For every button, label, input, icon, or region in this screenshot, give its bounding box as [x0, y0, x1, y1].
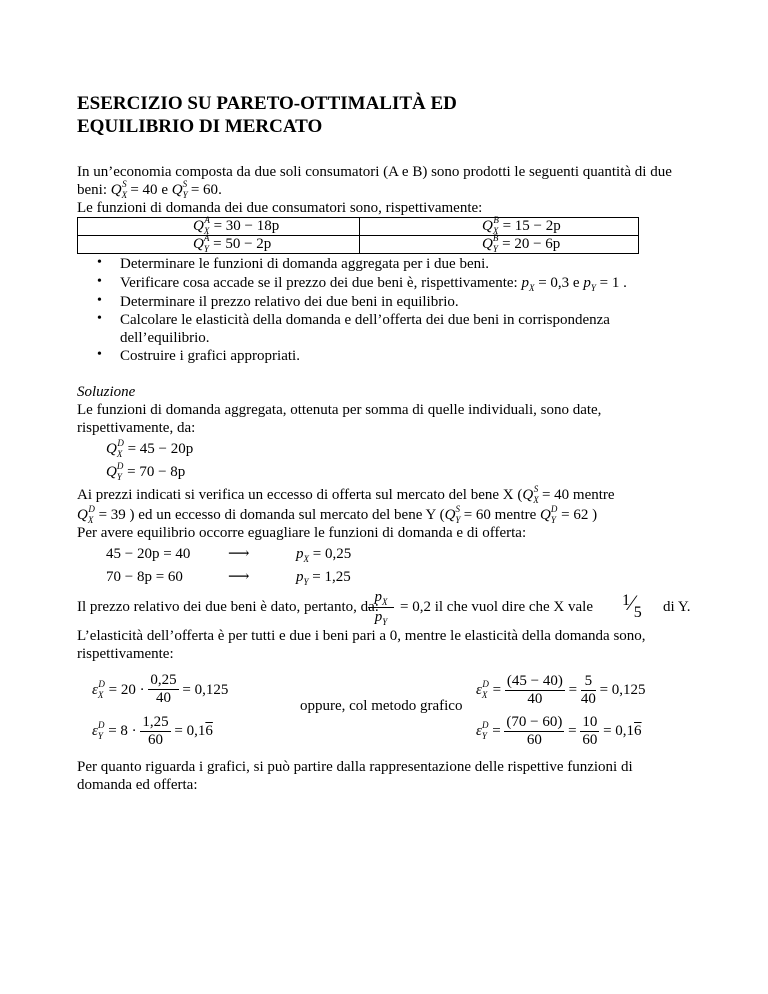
ey-left-pre: = 8 ·: [108, 722, 137, 739]
table-cell: [360, 233, 639, 254]
aggregate-demand-x: [106, 440, 193, 459]
sup-s: S: [533, 484, 539, 494]
qya-function: = 50 − 2p: [213, 236, 272, 252]
equals-sign: =: [568, 681, 578, 698]
sub-y: Y: [303, 577, 309, 587]
sym-q: Q: [444, 507, 456, 523]
elasticity-x-formula: [92, 673, 228, 708]
sup-s: S: [182, 179, 188, 189]
fraction-numerator: (70 − 60): [506, 714, 563, 730]
sym-q: Q: [77, 507, 88, 523]
solution-para-1-line-2: rispettivamente, da:: [77, 420, 196, 436]
sym-q: Q: [106, 464, 117, 480]
fraction-numerator: 0,25: [150, 672, 177, 688]
px-equilibrium: = 0,25: [312, 546, 352, 562]
ex-right-result: = 0,125: [599, 681, 646, 698]
ex-left-pre: = 20 ·: [108, 681, 145, 698]
ey-left-fraction: [140, 714, 170, 749]
sub-x: X: [382, 597, 388, 607]
bullet-item-5: Costruire i grafici appropriati.: [120, 348, 300, 364]
sub-y: Y: [550, 515, 556, 525]
solution-para-3: Per avere equilibrio occorre eguagliare le funzioni di domanda e di offerta:: [77, 525, 527, 541]
qxb-function: = 15 − 2p: [502, 218, 561, 234]
sub-x: X: [533, 495, 539, 505]
sym-q: Q: [171, 182, 183, 198]
ey-left-result: = 0,1: [174, 722, 206, 739]
fraction-denominator: 60: [582, 732, 598, 748]
ey-right-fraction-1: [504, 714, 564, 749]
ey-right-fraction-2: [580, 714, 599, 749]
sub-x: X: [116, 449, 123, 459]
sub-y: Y: [492, 244, 498, 254]
intro-line-3: Le funzioni di domanda dei due consumatori sono, rispettivamente:: [77, 200, 483, 216]
table-cell: [78, 233, 360, 254]
equals-sign: =: [568, 722, 577, 739]
ex-right-fraction-2: [581, 673, 596, 708]
sym-q: Q: [110, 182, 122, 198]
qsx-value: = 40: [130, 182, 158, 198]
ey-right-result: = 0,1: [603, 722, 635, 739]
fraction-numerator: 5: [581, 673, 596, 691]
table-cell: [78, 215, 360, 236]
fraction-denominator: 60: [148, 732, 164, 748]
sym-q: Q: [522, 487, 534, 503]
sym-epsilon: ε: [476, 722, 482, 739]
qsy-while: = 60 mentre: [463, 507, 537, 523]
equilibrium-eq-x-right: [296, 545, 351, 564]
sup-d: D: [117, 438, 124, 448]
qdy-function: = 70 − 8p: [127, 464, 186, 480]
sup-d: D: [98, 678, 105, 689]
title-line-1: ESERCIZIO SU PARETO-OTTIMALITÀ ED: [77, 93, 457, 114]
demand-table: [77, 217, 639, 254]
equals-sign: =: [492, 722, 501, 739]
sub-y: Y: [97, 730, 103, 741]
qsy-value: = 60: [190, 182, 219, 198]
sub-x: X: [97, 689, 104, 700]
fraction-numerator: 10: [582, 714, 598, 730]
qsx-while: = 40 mentre: [541, 487, 615, 503]
solution-para-2-line-1: [77, 486, 615, 505]
bullet-item-3: Determinare il prezzo relativo dei due beni in equilibrio.: [120, 294, 459, 310]
equals-sign: =: [492, 681, 502, 698]
excess-demand-text: = 39 ) ed un eccesso di domanda sul mercato del bene Y (: [98, 507, 445, 523]
sym-p: p: [296, 569, 304, 585]
sym-q: Q: [482, 236, 493, 252]
bullet-icon: •: [97, 293, 102, 308]
relative-price-text: Il prezzo relativo dei due beni è dato, pertanto, da:: [77, 599, 379, 615]
sym-p: p: [521, 275, 529, 291]
bullet-item-1: Determinare le funzioni di domanda aggregata per i due beni.: [120, 256, 490, 272]
sup-s: S: [455, 504, 460, 514]
fraction-denominator: 60: [526, 732, 542, 748]
relative-price-result: = 0,2 il che vuol dire che X vale: [400, 599, 593, 615]
intro-beni-label: beni:: [77, 182, 107, 198]
solution-para-2-line-2: [77, 506, 597, 525]
sym-q: Q: [193, 236, 204, 252]
sym-epsilon: ε: [92, 722, 98, 739]
relative-price-suffix: di Y.: [663, 599, 691, 615]
qyb-function: = 20 − 6p: [502, 236, 561, 252]
fraction-numerator: 1,25: [142, 714, 169, 730]
bullet-icon: •: [97, 347, 102, 362]
sym-p: p: [583, 275, 591, 291]
py-equilibrium: = 1,25: [312, 569, 351, 585]
oppure-text: oppure, col metodo grafico: [300, 698, 463, 714]
ex-left-result: = 0,125: [182, 681, 229, 698]
sub-y: Y: [455, 515, 461, 525]
sub-x: X: [492, 226, 499, 236]
fraction-denominator: 40: [527, 691, 543, 707]
arrow-icon: ⟶: [228, 569, 250, 585]
sub-y: Y: [116, 472, 122, 482]
sup-d: D: [550, 504, 558, 514]
solution-para-1-line-1: Le funzioni di domanda aggregata, ottenuta per somma di quelle individuali, sono date,: [77, 402, 602, 418]
bullet-item-2: [120, 274, 627, 293]
sup-s: S: [122, 179, 127, 189]
equilibrium-eq-y-right: [296, 568, 351, 587]
sym-p: p: [296, 546, 304, 562]
repeating-digit: 6: [205, 722, 213, 739]
elasticity-line-2: rispettivamente:: [77, 646, 174, 662]
ending-line-1: Per quanto riguarda i grafici, si può partire dalla rappresentazione delle rispettive funzioni di: [77, 759, 633, 775]
sup-d: D: [481, 719, 489, 730]
aggregate-demand-y: [106, 463, 185, 482]
elasticity-y-graphic: [476, 714, 642, 749]
qxa-function: = 30 − 18p: [213, 218, 280, 234]
sub-x: X: [203, 226, 210, 236]
sup-b: B: [493, 215, 499, 225]
intro-line-1: In un’economia composta da due soli consumatori (A e B) sono prodotti le seguenti quantità di due: [77, 164, 672, 180]
excess-supply-text: Ai prezzi indicati si verifica un eccesso di offerta sul mercato del bene X (: [77, 487, 523, 503]
sub-x: X: [121, 190, 128, 200]
sup-a: A: [204, 215, 210, 225]
py-value: = 1 .: [599, 275, 627, 291]
bullet-item-4-cont: dell’equilibrio.: [120, 330, 210, 346]
sym-q: Q: [482, 218, 493, 234]
sub-x: X: [528, 283, 535, 293]
sup-d: D: [482, 678, 489, 689]
sym-p: p: [374, 589, 382, 605]
sym-p: p: [374, 609, 383, 625]
bullet-item-2-text: Verificare cosa accade se il prezzo dei due beni è, rispettivamente:: [120, 275, 518, 291]
bullet-icon: •: [97, 255, 102, 270]
fraction-numerator: (45 − 40): [506, 673, 563, 689]
sym-epsilon: ε: [92, 681, 98, 698]
sub-x: X: [303, 554, 309, 564]
bullet-icon: •: [97, 311, 102, 326]
sub-x: X: [481, 689, 488, 700]
sub-y: Y: [382, 617, 388, 627]
sup-d: D: [116, 461, 124, 471]
and-word: e: [161, 182, 168, 198]
title-line-2: EQUILIBRIO DI MERCATO: [77, 116, 323, 137]
sub-x: X: [87, 515, 94, 525]
sup-d: D: [97, 719, 105, 730]
one-fifth-fraction: 1⁄5: [622, 590, 642, 621]
px-value: = 0,3 e: [538, 275, 580, 291]
table-row: [78, 236, 639, 254]
sup-b: B: [492, 233, 499, 243]
sub-y: Y: [182, 190, 188, 200]
fraction-denominator: 40: [156, 690, 172, 706]
intro-line-2: beni: $Q_X^S = 40$ e $Q_Y^S = 60$.: [77, 179, 222, 200]
relative-price-fraction: [368, 588, 394, 627]
qdx-function: = 45 − 20p: [127, 441, 194, 457]
fifth-numerator: 1: [622, 592, 630, 609]
sub-y: Y: [203, 244, 209, 254]
sym-q: Q: [193, 218, 204, 234]
sym-q: Q: [540, 507, 551, 523]
elasticity-y-formula: [92, 714, 213, 749]
sub-y: Y: [590, 283, 596, 293]
ex-right-fraction-1: [505, 673, 565, 708]
sup-d: D: [88, 504, 95, 514]
equilibrium-eq-x-left: 45 − 20p = 40: [106, 546, 191, 562]
table-cell: [360, 215, 639, 236]
fifth-denominator: 5: [633, 604, 642, 621]
bullet-icon: •: [97, 274, 102, 289]
ending-line-2: domanda ed offerta:: [77, 777, 198, 793]
sup-a: A: [203, 233, 210, 243]
fraction-denominator: 40: [580, 691, 596, 707]
arrow-icon: ⟶: [228, 546, 250, 562]
elasticity-x-graphic: [476, 673, 646, 708]
repeating-digit: 6: [634, 722, 642, 739]
bullet-item-4: Calcolare le elasticità della domanda e dell’offerta dei due beni in corrispondenza: [120, 312, 610, 328]
equilibrium-eq-y-left: 70 − 8p = 60: [106, 569, 183, 585]
table-row: [78, 218, 639, 236]
elasticity-line-1: L’elasticità dell’offerta è per tutti e due i beni pari a 0, mentre le elasticità della domanda sono,: [77, 628, 646, 644]
qdy-value: = 62 ): [561, 507, 598, 523]
sym-epsilon: ε: [476, 681, 482, 698]
ex-left-fraction: [148, 672, 178, 707]
sym-q: Q: [106, 441, 117, 457]
solution-heading: Soluzione: [77, 384, 136, 400]
sub-y: Y: [481, 730, 487, 741]
